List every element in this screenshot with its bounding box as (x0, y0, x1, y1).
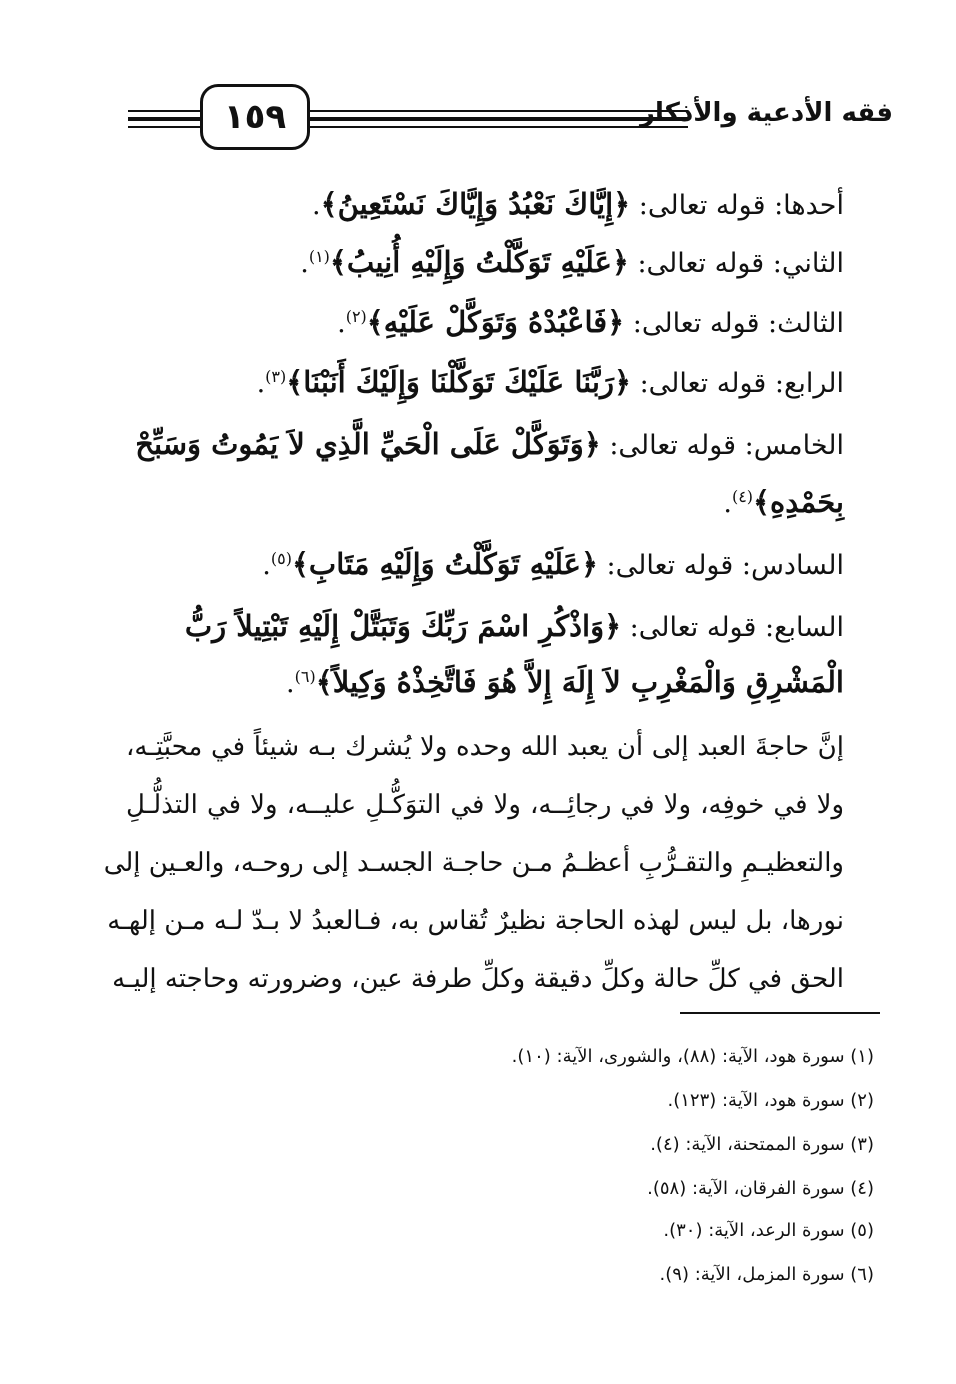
page-number: ١٥٩ (200, 84, 310, 150)
quran-verse: بِحَمْدِهِ﴾ (753, 485, 844, 519)
line-end: . (256, 368, 266, 399)
line-end: . (300, 248, 309, 279)
verse-label: الرابع: قوله تعالى: (630, 368, 844, 399)
footnote: (٤) سورة الفرقان، الآية: (٥٨). (647, 1178, 874, 1199)
footnote: (٣) سورة الممتحنة، الآية: (٤). (650, 1134, 874, 1155)
quran-verse: ﴿وَاذْكُرِ اسْمَ رَبِّكَ وَتَبَتَّلْ إِلَيْهِ تَبْتِيلاً رَبُّ (184, 609, 622, 643)
verse-label: الخامس: قوله تعالى: (600, 430, 844, 461)
verse-line (135, 427, 844, 461)
quran-verse: الْمَشْرِقِ وَالْمَغْرِبِ لاَ إِلَهَ إِلاَّ هُوَ فَاتَّخِذْهُ وَكِيلاً﴾ (315, 665, 844, 699)
verse-label: أحدها: قوله تعالى: (630, 190, 844, 221)
quran-verse: ﴿عَلَيْهِ تَوَكَّلْتُ وَإِلَيْهِ أُنِيبُ﴾ (329, 245, 629, 279)
paragraph-line: نورها، بل ليس لهذه الحاجة نظيرٌ تُقاس به، فـالعبدُ لا بـدّ لـه مـن إلهـه (107, 906, 844, 936)
verse-line-continued (286, 665, 844, 699)
footnote: (٥) سورة الرعد، الآية: (٣٠). (663, 1220, 874, 1241)
footnote-ref: (٤) (731, 487, 754, 506)
verse-line (337, 305, 844, 339)
quran-verse: ﴿وَتَوَكَّلْ عَلَى الْحَيِّ الَّذِي لاَ يَمُوتُ وَسَبِّحْ (135, 427, 601, 461)
footnote: (٦) سورة المزمل، الآية: (٩). (659, 1264, 874, 1285)
verse-line-continued (723, 485, 844, 519)
running-title: فقه الأدعية والأذكار (640, 98, 893, 128)
verse-label: السادس: قوله تعالى: (597, 550, 844, 581)
footnote: (١) سورة هود، الآية: (٨٨)، والشورى، الآية: (١٠). (511, 1046, 874, 1067)
line-end: . (723, 488, 732, 519)
verse-line (262, 547, 844, 581)
paragraph-line: إنَّ حاجةَ العبد إلى أن يعبد الله وحده ولا يُشرك بـه شيئاً في محبَّتِـه، (126, 732, 845, 762)
paragraph-line: ولا في خوفِه، ولا في رجائِــه، ولا في التوَكُّـلِ عليــه، ولا في التذلُّـلِ (126, 790, 844, 820)
line-end: . (337, 308, 346, 339)
verse-line (300, 245, 844, 279)
verse-label: الثالث: قوله تعالى: (624, 308, 844, 339)
line-end: . (262, 550, 271, 581)
footnote: (٢) سورة هود، الآية: (١٢٣). (667, 1090, 874, 1111)
verse-label: السابع: قوله تعالى: (621, 612, 844, 643)
footnote-ref: (٦) (294, 667, 316, 686)
verse-line (256, 365, 844, 399)
verse-label: الثاني: قوله تعالى: (628, 248, 844, 279)
body-paragraph (103, 718, 845, 1008)
quran-verse: ﴿فَاعْبُدْهُ وَتَوَكَّلْ عَلَيْهِ﴾ (366, 305, 625, 339)
paragraph-line: والتعظيـمِ والتقـرُّبِ أعظـمُ مـن حاجـة الجسـد إلى روحـه، والعـين إلى (103, 848, 844, 878)
footnote-separator (680, 1012, 880, 1014)
quran-verse: ﴿إِيَّاكَ نَعْبُدُ وَإِيَّاكَ نَسْتَعِينُ﴾ (320, 187, 631, 221)
quran-verse: ﴿رَبَّنَا عَلَيْكَ تَوَكَّلْنَا وَإِلَيْكَ أَنَبْنَا﴾ (286, 365, 631, 399)
quran-verse: ﴿عَلَيْهِ تَوَكَّلْتُ وَإِلَيْهِ مَتَابِ﴾ (291, 547, 598, 581)
verse-line (312, 187, 844, 221)
footnote-ref: (٢) (345, 307, 367, 326)
footnote-ref: (١) (308, 247, 330, 266)
page-header (128, 80, 893, 150)
verse-line (184, 609, 844, 643)
footnote-ref: (٣) (265, 367, 287, 386)
line-end: . (312, 190, 321, 221)
paragraph-line: الحق في كلِّ حالة وكلِّ دقيقة وكلِّ طرفة عين، وضرورته وحاجته إليـه (112, 964, 844, 994)
footnote-ref: (٥) (270, 549, 292, 568)
line-end: . (286, 668, 295, 699)
